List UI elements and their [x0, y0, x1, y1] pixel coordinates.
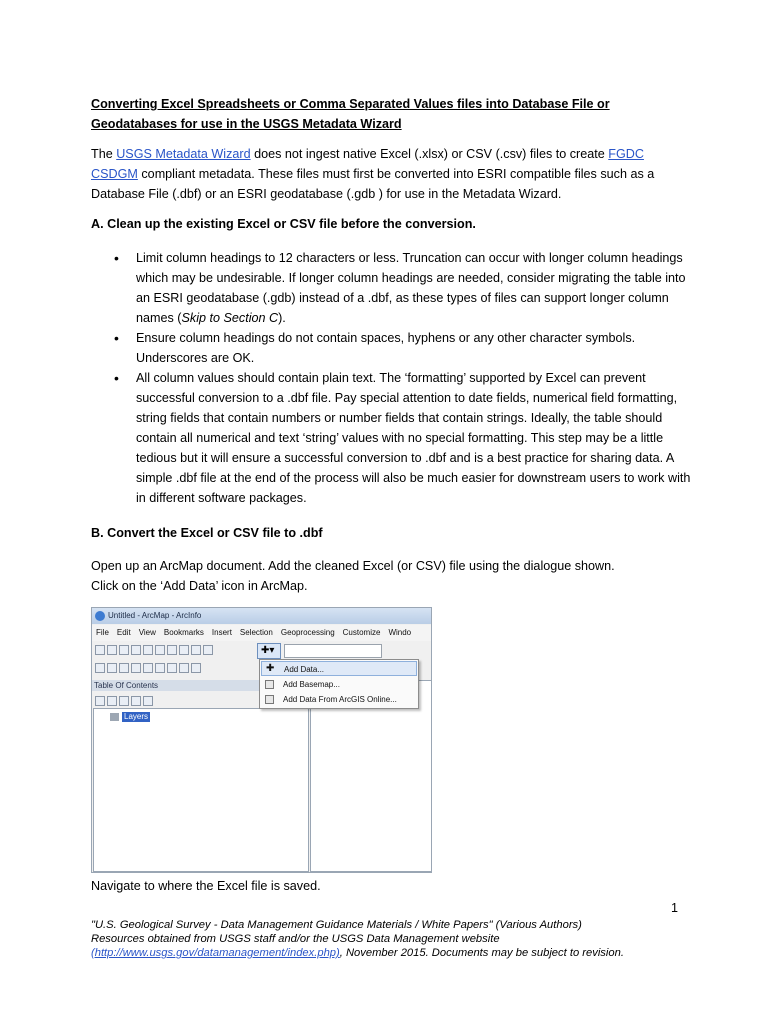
menu-geoprocessing[interactable]: Geoprocessing	[280, 628, 335, 637]
delete-icon[interactable]	[179, 645, 189, 655]
cleanup-bullet-list	[91, 248, 691, 508]
intro-text-3: compliant metadata. These files must first be converted into ESRI compatible files such as a Database File (.dbf) or an ESRI geodatabase (.gdb ) for use in the Metadata Wizard.	[91, 167, 655, 201]
intro-text-1: The	[91, 147, 117, 161]
table-of-contents-panel	[93, 708, 309, 872]
footer	[91, 918, 691, 960]
layers-node[interactable]: Layers	[124, 712, 149, 721]
layers-icon	[110, 713, 119, 721]
menu-windows[interactable]: Windo	[388, 628, 412, 637]
bullet-1-text-b: ).	[278, 311, 286, 325]
list-by-visibility-icon[interactable]	[119, 696, 129, 706]
redo-icon[interactable]	[203, 645, 213, 655]
list-by-source-icon[interactable]	[107, 696, 117, 706]
cut-icon[interactable]	[143, 645, 153, 655]
add-data-plus-icon: ✚▾	[261, 645, 275, 656]
add-data-button[interactable]	[257, 643, 281, 659]
bullet-1-text-a: Limit column headings to 12 characters or less. Truncation can occur with longer column headings which may be undesirable. If longer column headings are needed, consider migrating the table into an ESRI geodatabase (.gdb) instead of a .dbf, as these types of files can support longer column names (	[136, 251, 686, 325]
footer-line-2: Resources obtained from USGS staff and/or the USGS Data Management website	[91, 933, 500, 945]
bullet-1-emphasis: Skip to Section C	[181, 311, 279, 325]
list-item	[91, 248, 691, 328]
open-icon[interactable]	[107, 645, 117, 655]
intro-text-2: does not ingest native Excel (.xlsx) or CSV (.csv) files to create	[250, 147, 609, 161]
menu-item-add-basemap[interactable]	[261, 677, 417, 692]
toc-toolbar	[94, 694, 154, 706]
footer-line-3	[91, 946, 691, 960]
menu-item-add-data[interactable]	[261, 661, 417, 676]
page-number: 1	[671, 901, 679, 915]
basemap-icon	[265, 680, 274, 689]
zoom-in-icon[interactable]	[95, 663, 105, 673]
menu-file[interactable]: File	[96, 628, 109, 637]
tools-toolbar	[94, 661, 202, 676]
copy-icon[interactable]	[155, 645, 165, 655]
menu-insert[interactable]: Insert	[211, 628, 232, 637]
footer-line-1: "U.S. Geological Survey - Data Management Guidance Materials / White Papers" (Various Authors)	[91, 919, 582, 931]
list-by-selection-icon[interactable]	[131, 696, 141, 706]
menu-item-label: Add Data From ArcGIS Online...	[283, 695, 397, 704]
open-arcmap-paragraph	[91, 556, 691, 596]
undo-icon[interactable]	[191, 645, 201, 655]
menu-bookmarks[interactable]: Bookmarks	[163, 628, 204, 637]
list-by-drawing-order-icon[interactable]	[95, 696, 105, 706]
zoom-out-icon[interactable]	[107, 663, 117, 673]
new-document-icon[interactable]	[95, 645, 105, 655]
print-icon[interactable]	[131, 645, 141, 655]
document-title: Converting Excel Spreadsheets or Comma Separated Values files into Database File or Geodatabases for use in the USGS Metadata Wizard	[91, 97, 610, 131]
standard-toolbar	[94, 643, 214, 658]
plus-icon: ✚	[266, 663, 275, 674]
forward-icon[interactable]	[179, 663, 189, 673]
full-extent-icon[interactable]	[131, 663, 141, 673]
usgs-datamanagement-link[interactable]: (http://www.usgs.gov/datamanagement/index.php)	[91, 947, 340, 959]
menu-customize[interactable]: Customize	[342, 628, 381, 637]
menu-edit[interactable]: Edit	[116, 628, 131, 637]
open-arcmap-line-2: Click on the ‘Add Data’ icon in ArcMap.	[91, 579, 308, 593]
save-icon[interactable]	[119, 645, 129, 655]
options-icon[interactable]	[143, 696, 153, 706]
arcmap-titlebar	[92, 608, 431, 624]
navigate-paragraph: Navigate to where the Excel file is saved.	[91, 879, 321, 893]
menu-item-label: Add Basemap...	[283, 680, 340, 689]
menu-item-label: Add Data...	[284, 665, 325, 674]
section-a-heading: A. Clean up the existing Excel or CSV file before the conversion.	[91, 217, 476, 231]
section-b-heading: B. Convert the Excel or CSV file to .dbf	[91, 526, 323, 540]
menu-item-add-data-arcgis-online[interactable]	[261, 692, 417, 707]
intro-paragraph	[91, 144, 691, 204]
arcmap-window-title: Untitled - ArcMap - ArcInfo	[108, 611, 202, 620]
add-data-dropdown-menu	[259, 659, 419, 709]
list-item: • All column values should contain plain text. The ‘formatting’ supported by Excel can prevent successful conversion to a .dbf file. Pay special attention to date fields, numerical field formatting, string fields that contain numbers or number fields that contain strings. Ideally, the table should contain all numerical and text ‘string’ values with no special formatting. This step may be a little tedious but it will ensure a successful conversion to .dbf and is a best practice for sharing data. A simple .dbf file at the end of the process will also be much easier for downstream users to work with in different software packages.	[91, 368, 691, 508]
select-features-icon[interactable]	[191, 663, 201, 673]
scale-combobox[interactable]	[284, 644, 382, 658]
pan-icon[interactable]	[119, 663, 129, 673]
fixed-zoom-in-icon[interactable]	[143, 663, 153, 673]
table-of-contents-header: Table Of Contents	[92, 680, 307, 691]
open-arcmap-line-1: Open up an ArcMap document. Add the cleaned Excel (or CSV) file using the dialogue shown.	[91, 559, 615, 573]
fixed-zoom-out-icon[interactable]	[155, 663, 165, 673]
list-item: • Ensure column headings do not contain spaces, hyphens or any other character symbols. Underscores are OK.	[91, 328, 691, 368]
usgs-metadata-wizard-link[interactable]: USGS Metadata Wizard	[116, 147, 251, 161]
menu-view[interactable]: View	[138, 628, 156, 637]
arcgis-online-icon	[265, 695, 274, 704]
arcmap-menubar	[92, 625, 431, 641]
arcmap-screenshot	[91, 607, 432, 873]
back-icon[interactable]	[167, 663, 177, 673]
paste-icon[interactable]	[167, 645, 177, 655]
fgdc-csdgm-link[interactable]: FGDC CSDGM	[91, 147, 644, 181]
menu-selection[interactable]: Selection	[239, 628, 273, 637]
footer-line-3-text: , November 2015. Documents may be subject to revision.	[339, 947, 624, 959]
arcmap-globe-icon	[95, 611, 105, 621]
